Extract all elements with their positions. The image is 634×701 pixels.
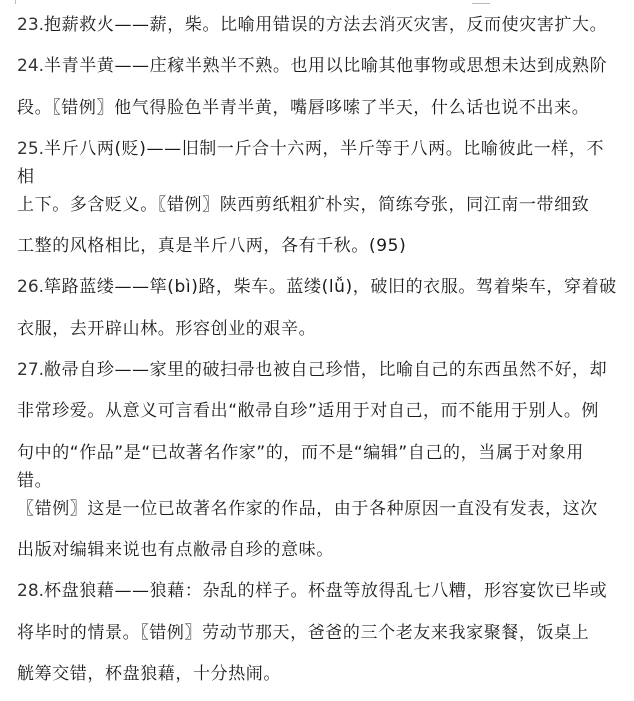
- entry-line: [17, 536, 617, 577]
- entry-line: [17, 135, 617, 191]
- entry-text: 觥筹交错，杯盘狼藉，十分热闹。: [17, 663, 281, 684]
- entry-text: 抱薪救火——薪，柴。比喻用错误的方法去消灭灾害，反而使灾害扩大。: [44, 15, 608, 35]
- entry-text: 工整的风格相比，真是半斤八两，各有千秋。(95): [17, 236, 407, 257]
- entry-text: 杯盘狼藉——狼藉：杂乱的样子。杯盘等放得乱七八糟，形容宴饮已毕或: [44, 581, 608, 602]
- entry-text: 将毕时的情景。〖错例〗劳动节那天，爸爸的三个老友来我家聚餐，饭桌上: [17, 622, 590, 643]
- entry-line: [17, 439, 617, 495]
- entry-line: [17, 232, 617, 273]
- entry-text: 衣服，去开辟山林。形容创业的艰辛。: [17, 318, 317, 339]
- entry-line: [17, 52, 617, 93]
- entry-line: [17, 495, 617, 536]
- entry-text: 〖错例〗这是一位已故著名作家的作品，由于各种原因一直没有发表，这次: [17, 498, 598, 519]
- corner-mark-left: [15, 0, 16, 4]
- entry-line: [17, 356, 617, 397]
- corner-mark-right: [472, 3, 490, 4]
- entry-text: 半青半黄——庄稼半熟半不熟。也用以比喻其他事物或思想未达到成熟阶: [44, 56, 608, 77]
- entry-line: [17, 660, 617, 701]
- entry-line: [17, 273, 617, 314]
- entry-line: [17, 94, 617, 135]
- entry-line: [17, 191, 617, 232]
- entry-line: [17, 577, 617, 618]
- entry-number: 28.: [17, 581, 45, 602]
- entry-number: 26.: [17, 277, 45, 298]
- entry-text: 段。〖错例〗他气得脸色半青半黄，嘴唇哆嗦了半天，什么话也说不出来。: [17, 97, 590, 118]
- entry-line: [17, 619, 617, 660]
- entry-text: 上下。多含贬义。〖错例〗陕西剪纸粗犷朴实，简练夸张，同江南一带细致: [17, 194, 590, 215]
- entry-text: 筚路蓝缕——筚(bì)路，柴车。蓝缕(lǚ)，破旧的衣服。驾着柴车，穿着破: [44, 277, 617, 298]
- entry-number: 25.: [17, 138, 45, 159]
- entry-text: 敝帚自珍——家里的破扫帚也被自己珍惜，比喻自己的东西虽然不好，却: [44, 360, 608, 381]
- entry-text: 非常珍爱。从意义可言看出“敝帚自珍”适用于对自己，而不能用于别人。例: [17, 401, 600, 422]
- entry-line: [17, 315, 617, 356]
- entry-text: 句中的“作品”是“已故著名作家”的，而不是“编辑”自己的，当属于对象用错。: [17, 442, 584, 491]
- entry-line: [17, 11, 617, 52]
- entry-number: 23.: [17, 15, 45, 35]
- entry-line: [17, 397, 617, 438]
- document-page: [17, 11, 617, 701]
- entry-number: 27.: [17, 360, 45, 381]
- entry-text: 半斤八两(贬)——旧制一斤合十六两，半斤等于八两。比喻彼此一样，不相: [17, 138, 605, 187]
- entry-text: 出版对编辑来说也有点敝帚自珍的意味。: [17, 539, 334, 560]
- entry-number: 24.: [17, 56, 45, 77]
